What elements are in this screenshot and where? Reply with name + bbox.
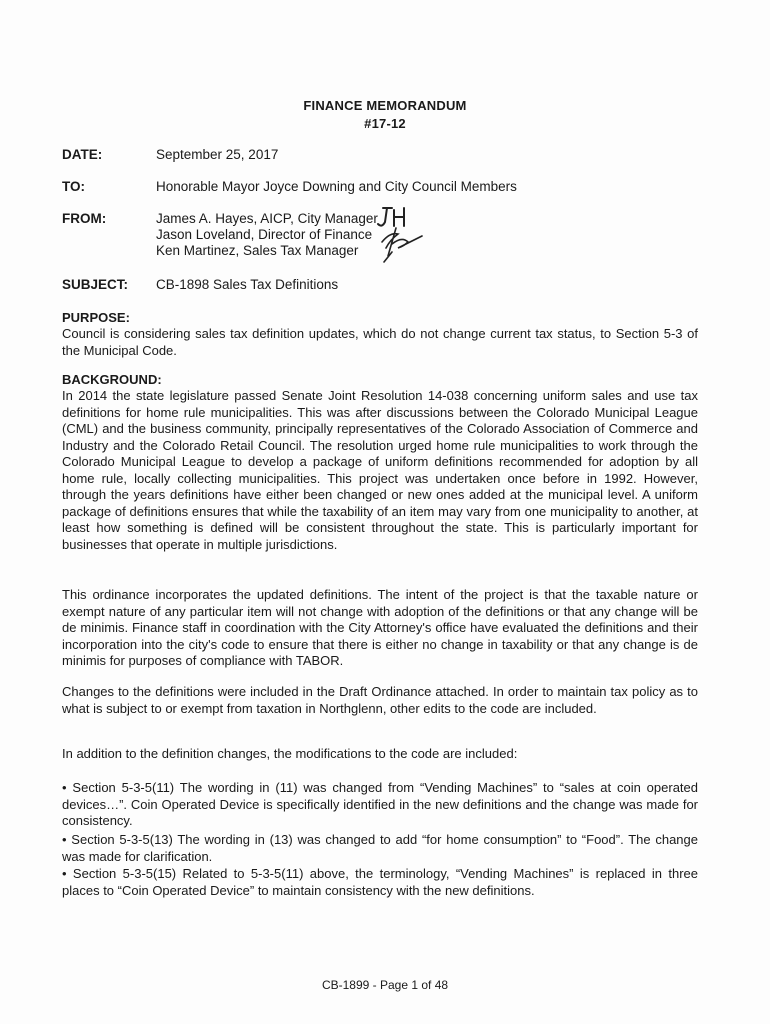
from-line: Jason Loveland, Director of Finance — [156, 227, 373, 242]
modification-bullet: • Section 5-3-5(13) The wording in (13) was changed to add “for home consumption” to “Food”. The change was made for clarification. — [62, 832, 698, 864]
from-line: James A. Hayes, AICP, City Manager — [156, 211, 378, 226]
background-paragraph: In addition to the definition changes, the modifications to the code are included: — [62, 746, 518, 761]
memo-number: #17-12 — [364, 116, 406, 131]
background-paragraph: Changes to the definitions were included in the Draft Ordinance attached. In order to maintain tax policy as to what is subject to or exempt from taxation in Northglenn, other edits to the code are included. — [62, 684, 698, 716]
date-value: September 25, 2017 — [156, 147, 279, 162]
memo-title: FINANCE MEMORANDUM — [303, 98, 467, 113]
subject-value: CB-1898 Sales Tax Definitions — [156, 277, 339, 292]
purpose-text: Council is considering sales tax definition updates, which do not change current tax status, to Section 5-3 of the Municipal Code. — [62, 326, 698, 358]
from-line: Ken Martinez, Sales Tax Manager — [156, 243, 359, 258]
subject-label: SUBJECT: — [62, 277, 129, 292]
background-heading: BACKGROUND: — [62, 372, 162, 387]
from-list — [156, 210, 378, 258]
purpose-heading: PURPOSE: — [62, 310, 130, 325]
to-label: TO: — [62, 179, 85, 194]
modification-bullet: • Section 5-3-5(11) The wording in (11) was changed from “Vending Machines” to “sales at coin operated devices…”. Coin Operated Device is specifically identified in the new definitions and the change was made for consistency. — [62, 780, 698, 828]
from-label: FROM: — [62, 211, 107, 226]
signature-icon — [378, 222, 430, 264]
page-footer: CB-1899 - Page 1 of 48 — [321, 978, 449, 992]
background-paragraph: In 2014 the state legislature passed Senate Joint Resolution 14-038 concerning uniform sales and use tax definitions for home rule municipalities. This was after discussions between the Colorado Municipal League (CML) and the business community, principally representatives of the Colorado Association of Commerce and Industry and the Colorado Retail Council. The resolution urged home rule municipalities to work through the Colorado Municipal League to develop a package of uniform definitions recommended for adoption by all home rule, locally collecting municipalities. This project was undertaken once before in 1992. However, through the years definitions have either been changed or new ones added at the municipal level. A uniform package of definitions ensures that while the taxability of an item may vary from one municipality to another, at least how something is defined will be consistent throughout the state. This is particularly important for businesses that operate in multiple jurisdictions. — [62, 388, 698, 552]
modification-bullet: • Section 5-3-5(15) Related to 5-3-5(11) above, the terminology, “Vending Machines” is replaced in three places to “Coin Operated Device” to maintain consistency with the new definitions. — [62, 866, 698, 898]
background-paragraph: This ordinance incorporates the updated definitions. The intent of the project is that the taxable nature or exempt nature of any particular item will not change with adoption of the definitions or that any change will be de minimis. Finance staff in coordination with the City Attorney's office have evaluated the definitions and their incorporation into the city's code to ensure that there is either no change in taxability or that any change is de minimis for purposes of compliance with TABOR. — [62, 587, 698, 668]
to-value: Honorable Mayor Joyce Downing and City Council Members — [156, 179, 517, 194]
date-label: DATE: — [62, 147, 103, 162]
